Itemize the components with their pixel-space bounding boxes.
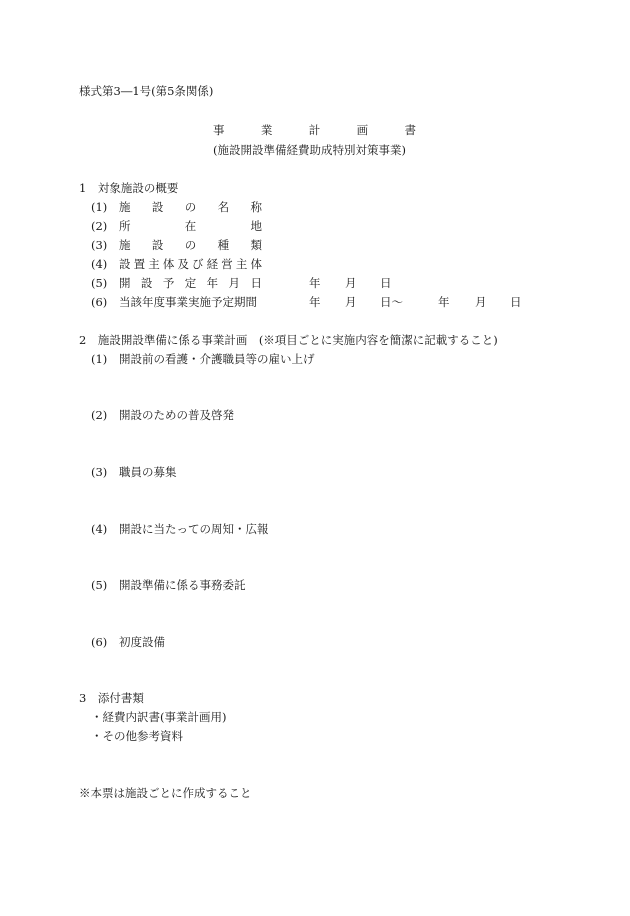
- plan-item-text: 職員の募集: [119, 465, 177, 479]
- month-unit: 月: [345, 276, 357, 290]
- label-char: 置: [133, 257, 146, 271]
- label-char: 主: [235, 257, 248, 271]
- footer-note: ※本票は施設ごとに作成すること: [79, 786, 252, 800]
- item-number: (3): [91, 238, 108, 252]
- label-char: 設: [140, 276, 153, 290]
- plan-item-text: 開設準備に係る事務委託: [119, 578, 246, 592]
- item-number: (5): [91, 276, 108, 290]
- item-number: (4): [91, 522, 108, 536]
- item-number: (6): [91, 635, 108, 649]
- attachment-item: ・経費内訳書(事業計画用): [91, 710, 227, 724]
- day-unit: 日〜: [380, 295, 403, 309]
- label-char: 経: [206, 257, 219, 271]
- label-char: 施: [119, 200, 131, 214]
- label-char: 及: [177, 257, 189, 271]
- label-char: 名: [217, 200, 230, 214]
- year-unit: 年: [309, 295, 321, 309]
- item-number: (6): [91, 295, 108, 309]
- label-char: 体: [250, 257, 262, 271]
- label-char: の: [184, 238, 197, 252]
- item-number: (4): [91, 257, 108, 271]
- form-number: 様式第3―1号(第5条関係): [79, 84, 214, 98]
- label-char: 所: [119, 219, 131, 233]
- label-char: 日: [250, 276, 262, 290]
- founder-operator-label: [119, 257, 262, 271]
- label-char: 設: [151, 238, 164, 252]
- label-char: 施: [119, 238, 131, 252]
- label-char: 体: [162, 257, 175, 271]
- plan-item-text: 開設に当たっての周知・広報: [119, 522, 269, 536]
- document-title: [213, 123, 416, 137]
- label-char: 開: [119, 276, 131, 290]
- section2-heading: 2 施設開設準備に係る事業計画 (※項目ごとに実施内容を簡潔に記載すること): [79, 333, 498, 347]
- item-number: (3): [91, 465, 108, 479]
- document-subtitle: (施設開設準備経費助成特別対策事業): [213, 143, 406, 157]
- planned-opening-date-label: [119, 276, 262, 290]
- month-unit: 月: [475, 295, 487, 309]
- item-number: (1): [91, 200, 108, 214]
- label-char: 設: [119, 257, 131, 271]
- label-char: 予: [162, 276, 175, 290]
- label-char: 設: [151, 200, 164, 214]
- title-char: 画: [356, 123, 369, 137]
- facility-name-label: [119, 200, 262, 214]
- label-char: 在: [184, 219, 197, 233]
- title-char: 計: [308, 123, 321, 137]
- item-number: (2): [91, 408, 108, 422]
- label-char: 類: [250, 238, 262, 252]
- item-number: (2): [91, 219, 108, 233]
- section1-heading: 1 対象施設の概要: [79, 181, 179, 195]
- day-unit: 日: [510, 295, 522, 309]
- label-char: 称: [250, 200, 262, 214]
- implementation-period-label: 当該年度事業実施予定期間: [119, 295, 257, 309]
- month-unit: 月: [345, 295, 357, 309]
- facility-type-label: [119, 238, 262, 252]
- label-char: 種: [217, 238, 230, 252]
- plan-item-text: 開設のための普及啓発: [119, 408, 234, 422]
- title-char: 事: [213, 123, 225, 137]
- plan-item-text: 開設前の看護・介護職員等の雇い上げ: [119, 352, 315, 366]
- label-char: 年: [206, 276, 219, 290]
- label-char: 主: [148, 257, 160, 271]
- plan-item-text: 初度設備: [119, 635, 165, 649]
- year-unit: 年: [309, 276, 321, 290]
- title-char: 書: [404, 123, 416, 137]
- item-number: (1): [91, 352, 108, 366]
- label-char: の: [184, 200, 197, 214]
- label-char: 地: [250, 219, 262, 233]
- item-number: (5): [91, 578, 108, 592]
- section3-heading: 3 添付書類: [79, 691, 144, 705]
- attachment-item: ・その他参考資料: [91, 729, 183, 743]
- label-char: 営: [221, 257, 233, 271]
- title-char: 業: [260, 123, 273, 137]
- location-label: [119, 219, 262, 233]
- label-char: 月: [228, 276, 241, 290]
- day-unit: 日: [380, 276, 392, 290]
- year-unit: 年: [438, 295, 450, 309]
- label-char: 定: [184, 276, 197, 290]
- label-char: び: [192, 257, 204, 271]
